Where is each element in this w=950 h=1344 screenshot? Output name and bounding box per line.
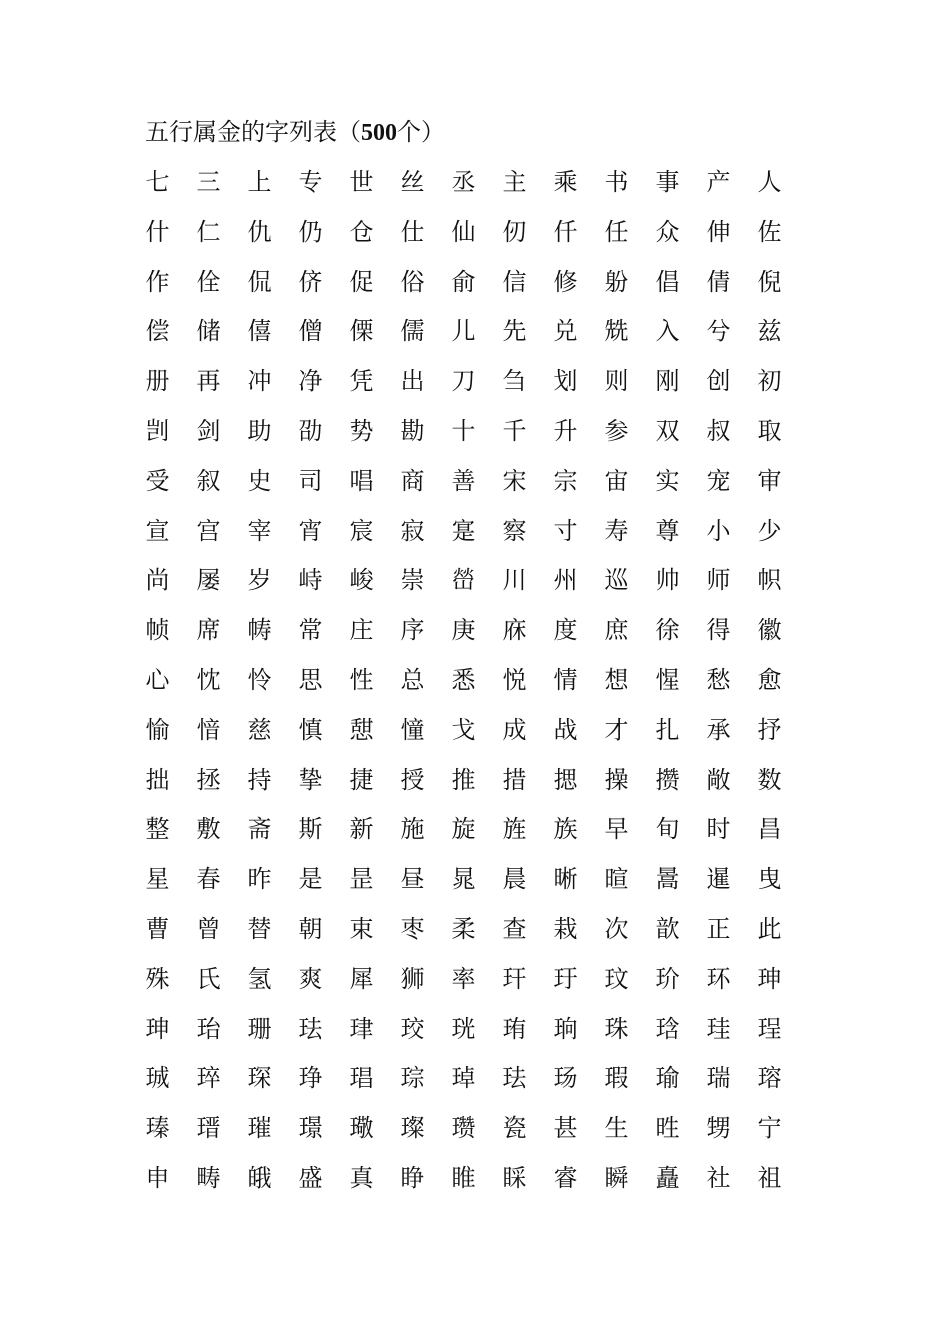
character-cell: 佐 — [757, 217, 782, 246]
character-cell: 慈 — [247, 715, 272, 744]
character-cell: 早 — [604, 815, 629, 844]
character-cell: 申 — [145, 1163, 170, 1192]
character-cell: 参 — [604, 416, 629, 445]
character-cell: 整 — [145, 815, 170, 844]
character-cell: 俗 — [400, 267, 425, 296]
character-cell: 悦 — [502, 665, 527, 694]
character-cell: 晁 — [451, 865, 476, 894]
character-cell: 凭 — [349, 367, 374, 396]
character-cell: 想 — [604, 665, 629, 694]
character-cell: 瞬 — [604, 1163, 629, 1192]
character-cell: 拙 — [145, 765, 170, 794]
character-cell: 宋 — [502, 466, 527, 495]
character-cell: 珅 — [757, 964, 782, 993]
character-cell: 度 — [553, 616, 578, 645]
character-cell: 峙 — [298, 566, 323, 595]
character-cell: 犀 — [349, 964, 374, 993]
character-cell: 帜 — [757, 566, 782, 595]
character-cell: 挚 — [298, 765, 323, 794]
character-cell: 玟 — [604, 964, 629, 993]
character-cell: 勘 — [400, 416, 425, 445]
character-cell: 珹 — [145, 1064, 170, 1093]
character-cell: 州 — [553, 566, 578, 595]
character-cell: 川 — [502, 566, 527, 595]
character-cell: 宠 — [706, 466, 731, 495]
character-cell: 束 — [349, 914, 374, 943]
character-cell: 丝 — [400, 168, 425, 196]
character-cell: 则 — [604, 367, 629, 396]
character-cell: 甥 — [706, 1114, 731, 1143]
character-cell: 偿 — [145, 317, 170, 346]
character-cell: 朝 — [298, 914, 323, 943]
character-cell: 珵 — [757, 1014, 782, 1043]
character-cell: 瑜 — [655, 1064, 680, 1093]
character-cell: 仓 — [349, 217, 374, 246]
character-cell: 寂 — [400, 516, 425, 545]
character-cell: 歆 — [655, 914, 680, 943]
character-cell: 拯 — [196, 765, 221, 794]
character-cell: 瓷 — [502, 1114, 527, 1143]
character-cell: 入 — [655, 317, 680, 346]
character-cell: 宵 — [298, 516, 323, 545]
character-cell: 昌 — [757, 815, 782, 844]
character-cell: 伸 — [706, 217, 731, 246]
character-cell: 忱 — [196, 665, 221, 694]
character-cell: 僖 — [247, 317, 272, 346]
character-cell: 巡 — [604, 566, 629, 595]
character-cell: 敞 — [706, 765, 731, 794]
character-cell: 劭 — [298, 416, 323, 445]
character-cell: 倡 — [655, 267, 680, 296]
character-cell: 氏 — [196, 964, 221, 993]
character-cell: 徐 — [655, 616, 680, 645]
character-cell: 冲 — [247, 367, 272, 396]
character-cell: 庥 — [502, 616, 527, 645]
character-cell: 珅 — [145, 1014, 170, 1043]
character-cell: 帱 — [247, 616, 272, 645]
character-cell: 助 — [247, 416, 272, 445]
character-cell: 升 — [553, 416, 578, 445]
character-cell: 剀 — [145, 416, 170, 445]
character-cell: 旋 — [451, 815, 476, 844]
character-cell: 宫 — [196, 516, 221, 545]
character-cell: 儒 — [400, 317, 425, 346]
character-cell: 是 — [298, 865, 323, 894]
character-cell: 憇 — [349, 715, 374, 744]
character-cell: 曾 — [196, 914, 221, 943]
character-cell: 世 — [349, 168, 374, 196]
character-cell: 慎 — [298, 715, 323, 744]
character-cell: 宣 — [145, 516, 170, 545]
character-cell: 瓒 — [451, 1114, 476, 1143]
character-cell: 席 — [196, 616, 221, 645]
character-cell: 晨 — [502, 865, 527, 894]
character-cell: 常 — [298, 616, 323, 645]
character-cell: 宸 — [349, 516, 374, 545]
character-cell: 察 — [502, 516, 527, 545]
character-cell: 斋 — [247, 815, 272, 844]
character-cell: 措 — [502, 765, 527, 794]
character-cell: 璟 — [298, 1114, 323, 1143]
character-cell: 情 — [553, 665, 578, 694]
character-cell: 先 — [502, 317, 527, 346]
character-cell: 玕 — [502, 964, 527, 993]
character-cell: 琛 — [247, 1064, 272, 1093]
character-cell: 俞 — [451, 267, 476, 296]
character-cell: 珐 — [502, 1064, 527, 1093]
character-cell: 尚 — [145, 566, 170, 595]
character-cell: 三 — [196, 168, 221, 196]
character-cell: 庄 — [349, 616, 374, 645]
character-cell: 战 — [553, 715, 578, 744]
character-cell: 琩 — [349, 1064, 374, 1093]
character-cell: 珐 — [298, 1014, 323, 1043]
title-suffix: 个） — [397, 118, 445, 146]
character-cell: 柔 — [451, 914, 476, 943]
character-cell: 琸 — [451, 1064, 476, 1093]
character-cell: 庚 — [451, 616, 476, 645]
character-cell: 攒 — [655, 765, 680, 794]
character-cell: 再 — [196, 367, 221, 396]
character-cell: 寿 — [604, 516, 629, 545]
character-cell: 什 — [145, 217, 170, 246]
character-cell: 琮 — [400, 1064, 425, 1093]
page-title — [145, 116, 445, 149]
character-cell: 玚 — [553, 1064, 578, 1093]
character-cell: 思 — [298, 665, 323, 694]
character-cell: 氢 — [247, 964, 272, 993]
character-cell: 仕 — [400, 217, 425, 246]
character-cell: 任 — [604, 217, 629, 246]
character-cell: 惺 — [655, 665, 680, 694]
character-cell: 叙 — [196, 466, 221, 495]
character-cell: 仁 — [196, 217, 221, 246]
character-cell: 皒 — [247, 1163, 272, 1192]
character-cell: 昨 — [247, 865, 272, 894]
character-cell: 承 — [706, 715, 731, 744]
character-cell: 册 — [145, 367, 170, 396]
character-cell: 憧 — [400, 715, 425, 744]
character-cell: 瑨 — [196, 1114, 221, 1143]
character-cell: 乘 — [553, 168, 578, 196]
character-cell: 曹 — [145, 914, 170, 943]
character-cell: 出 — [400, 367, 425, 396]
character-cell: 心 — [145, 665, 170, 694]
character-cell: 仞 — [502, 217, 527, 246]
character-cell: 替 — [247, 914, 272, 943]
character-cell: 玗 — [553, 964, 578, 993]
character-cell: 栽 — [553, 914, 578, 943]
character-cell: 兹 — [757, 317, 782, 346]
character-cell: 璀 — [247, 1114, 272, 1143]
character-cell: 双 — [655, 416, 680, 445]
character-cell: 庶 — [604, 616, 629, 645]
character-cell: 珛 — [502, 1014, 527, 1043]
character-cell: 躮 — [604, 267, 629, 296]
character-cell: 七 — [145, 168, 170, 196]
character-cell: 产 — [706, 168, 731, 196]
character-cell: 玠 — [655, 964, 680, 993]
character-cell: 祖 — [757, 1163, 782, 1192]
character-cell: 暹 — [706, 865, 731, 894]
character-cell: 时 — [706, 815, 731, 844]
character-cell: 珊 — [247, 1014, 272, 1043]
character-cell: 人 — [757, 168, 782, 196]
character-cell: 推 — [451, 765, 476, 794]
character-cell: 愉 — [145, 715, 170, 744]
character-grid — [132, 158, 795, 1204]
character-cell: 数 — [757, 765, 782, 794]
character-cell: 次 — [604, 914, 629, 943]
character-cell: 珓 — [400, 1014, 425, 1043]
character-cell: 性 — [349, 665, 374, 694]
character-cell: 珆 — [196, 1014, 221, 1043]
character-cell: 倩 — [706, 267, 731, 296]
character-cell: 初 — [757, 367, 782, 396]
character-cell: 睁 — [400, 1163, 425, 1192]
character-cell: 净 — [298, 367, 323, 396]
character-cell: 睿 — [553, 1163, 578, 1192]
character-cell: 狮 — [400, 964, 425, 993]
character-cell: 敷 — [196, 815, 221, 844]
character-cell: 怜 — [247, 665, 272, 694]
character-cell: 嵤 — [451, 566, 476, 595]
character-cell: 专 — [298, 168, 323, 196]
title-prefix: 五行属金的字列表（ — [145, 118, 361, 146]
character-cell: 睢 — [451, 1163, 476, 1192]
character-cell: 修 — [553, 267, 578, 296]
character-cell: 佺 — [196, 267, 221, 296]
character-cell: 帧 — [145, 616, 170, 645]
character-cell: 瑢 — [757, 1064, 782, 1093]
character-cell: 兮 — [706, 317, 731, 346]
character-cell: 授 — [400, 765, 425, 794]
character-cell: 刚 — [655, 367, 680, 396]
character-cell: 畴 — [196, 1163, 221, 1192]
character-cell: 珖 — [451, 1014, 476, 1043]
character-cell: 仟 — [553, 217, 578, 246]
character-cell: 抒 — [757, 715, 782, 744]
title-count: 500 — [361, 120, 397, 146]
character-cell: 捷 — [349, 765, 374, 794]
character-cell: 事 — [655, 168, 680, 196]
character-cell: 众 — [655, 217, 680, 246]
character-cell: 率 — [451, 964, 476, 993]
character-cell: 暄 — [604, 865, 629, 894]
character-cell: 此 — [757, 914, 782, 943]
character-cell: 刍 — [502, 367, 527, 396]
character-cell: 得 — [706, 616, 731, 645]
character-cell: 总 — [400, 665, 425, 694]
character-cell: 商 — [400, 466, 425, 495]
character-cell: 岁 — [247, 566, 272, 595]
character-cell: 环 — [706, 964, 731, 993]
character-cell: 仍 — [298, 217, 323, 246]
character-cell: 新 — [349, 815, 374, 844]
character-cell: 成 — [502, 715, 527, 744]
character-cell: 序 — [400, 616, 425, 645]
character-cell: 瑧 — [145, 1114, 170, 1143]
character-cell: 十 — [451, 416, 476, 445]
character-cell: 势 — [349, 416, 374, 445]
character-cell: 少 — [757, 516, 782, 545]
character-cell: 旬 — [655, 815, 680, 844]
character-cell: 上 — [247, 168, 272, 196]
character-cell: 璥 — [349, 1114, 374, 1143]
character-cell: 千 — [502, 416, 527, 445]
character-cell: 愈 — [757, 665, 782, 694]
character-cell: 盛 — [298, 1163, 323, 1192]
character-cell: 昰 — [349, 865, 374, 894]
character-cell: 受 — [145, 466, 170, 495]
character-cell: 才 — [604, 715, 629, 744]
character-cell: 叔 — [706, 416, 731, 445]
character-cell: 枣 — [400, 914, 425, 943]
character-cell: 睬 — [502, 1163, 527, 1192]
character-cell: 瑕 — [604, 1064, 629, 1093]
character-cell: 取 — [757, 416, 782, 445]
character-cell: 仙 — [451, 217, 476, 246]
character-cell: 琗 — [196, 1064, 221, 1093]
character-cell: 创 — [706, 367, 731, 396]
character-cell: 信 — [502, 267, 527, 296]
character-cell: 史 — [247, 466, 272, 495]
character-cell: 唱 — [349, 466, 374, 495]
character-cell: 作 — [145, 267, 170, 296]
character-cell: 徽 — [757, 616, 782, 645]
character-cell: 剑 — [196, 416, 221, 445]
character-cell: 愁 — [706, 665, 731, 694]
character-cell: 师 — [706, 566, 731, 595]
character-cell: 崇 — [400, 566, 425, 595]
character-cell: 寔 — [451, 516, 476, 545]
character-cell: 侪 — [298, 267, 323, 296]
character-cell: 善 — [451, 466, 476, 495]
character-cell: 殊 — [145, 964, 170, 993]
character-cell: 尊 — [655, 516, 680, 545]
character-cell: 琀 — [655, 1014, 680, 1043]
character-cell: 甚 — [553, 1114, 578, 1143]
character-cell: 刀 — [451, 367, 476, 396]
character-cell: 划 — [553, 367, 578, 396]
character-cell: 瑞 — [706, 1064, 731, 1093]
character-cell: 晰 — [553, 865, 578, 894]
character-cell: 司 — [298, 466, 323, 495]
character-cell: 帅 — [655, 566, 680, 595]
character-cell: 兟 — [604, 317, 629, 346]
character-cell: 丞 — [451, 168, 476, 196]
character-cell: 查 — [502, 914, 527, 943]
character-cell: 倪 — [757, 267, 782, 296]
character-cell: 愔 — [196, 715, 221, 744]
character-cell: 悉 — [451, 665, 476, 694]
character-cell: 珪 — [706, 1014, 731, 1043]
character-cell: 侃 — [247, 267, 272, 296]
character-cell: 族 — [553, 815, 578, 844]
character-cell: 璨 — [400, 1114, 425, 1143]
character-cell: 操 — [604, 765, 629, 794]
character-cell: 正 — [706, 914, 731, 943]
character-cell: 储 — [196, 317, 221, 346]
character-cell: 宰 — [247, 516, 272, 545]
character-cell: 珦 — [553, 1014, 578, 1043]
character-cell: 施 — [400, 815, 425, 844]
character-cell: 审 — [757, 466, 782, 495]
character-cell: 扎 — [655, 715, 680, 744]
character-cell: 兑 — [553, 317, 578, 346]
character-cell: 戈 — [451, 715, 476, 744]
character-cell: 琤 — [298, 1064, 323, 1093]
character-cell: 实 — [655, 466, 680, 495]
character-cell: 持 — [247, 765, 272, 794]
character-cell: 珒 — [349, 1014, 374, 1043]
character-cell: 斯 — [298, 815, 323, 844]
character-cell: 仇 — [247, 217, 272, 246]
character-cell: 曳 — [757, 865, 782, 894]
character-cell: 春 — [196, 865, 221, 894]
character-cell: 社 — [706, 1163, 731, 1192]
character-cell: 儿 — [451, 317, 476, 346]
character-cell: 峻 — [349, 566, 374, 595]
character-cell: 真 — [349, 1163, 374, 1192]
character-cell: 甠 — [655, 1114, 680, 1143]
character-cell: 星 — [145, 865, 170, 894]
character-cell: 宁 — [757, 1114, 782, 1143]
character-cell: 矗 — [655, 1163, 680, 1192]
character-cell: 揌 — [553, 765, 578, 794]
character-cell: 昼 — [400, 865, 425, 894]
character-cell: 书 — [604, 168, 629, 196]
character-cell: 宗 — [553, 466, 578, 495]
character-cell: 暠 — [655, 865, 680, 894]
character-cell: 旌 — [502, 815, 527, 844]
character-cell: 促 — [349, 267, 374, 296]
character-cell: 爽 — [298, 964, 323, 993]
character-cell: 珠 — [604, 1014, 629, 1043]
character-cell: 生 — [604, 1114, 629, 1143]
character-cell: 宙 — [604, 466, 629, 495]
character-cell: 屡 — [196, 566, 221, 595]
character-cell: 僧 — [298, 317, 323, 346]
character-cell: 傈 — [349, 317, 374, 346]
character-cell: 小 — [706, 516, 731, 545]
character-cell: 主 — [502, 168, 527, 196]
character-cell: 寸 — [553, 516, 578, 545]
